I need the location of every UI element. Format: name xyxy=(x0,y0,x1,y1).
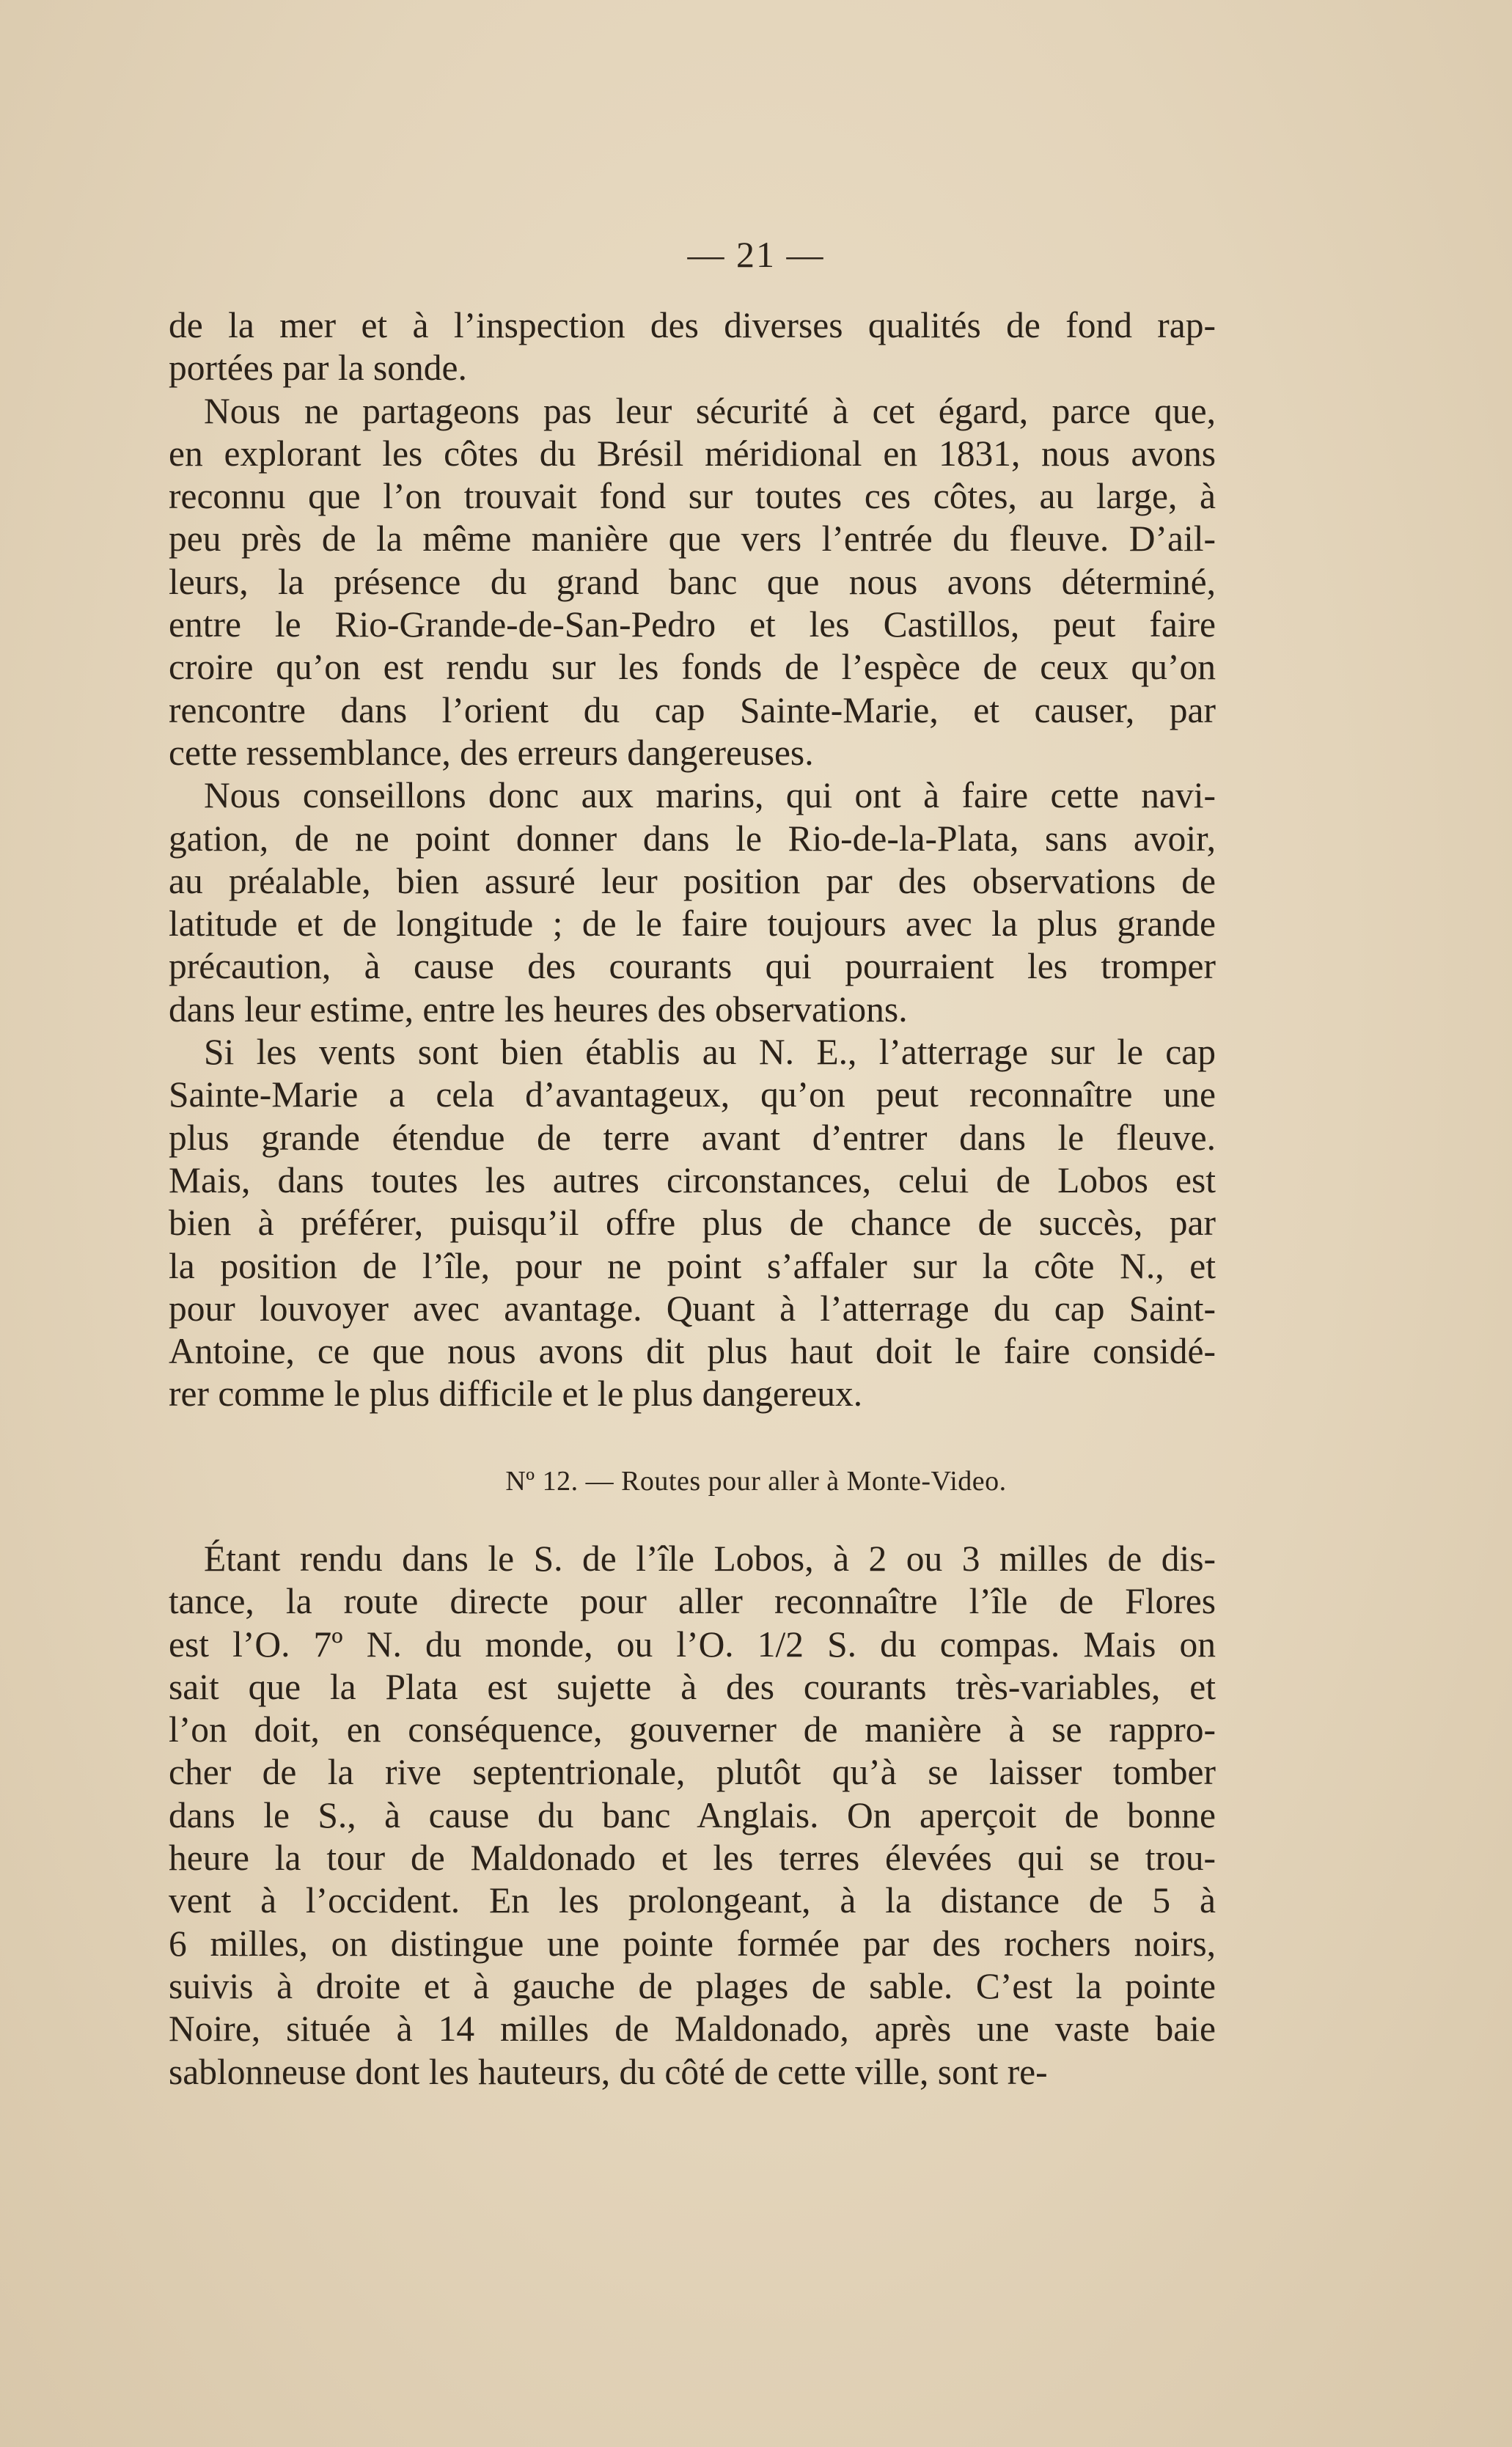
text-block-top xyxy=(169,304,1216,1416)
text-line: bien à préférer, puisqu’il offre plus de chance de succès, par xyxy=(169,1203,1216,1244)
text-line: tance, la route directe pour aller reconnaître l’île de Flores xyxy=(169,1581,1216,1622)
text-line: gation, de ne point donner dans le Rio-de-la-Plata, sans avoir, xyxy=(169,818,1216,859)
text-line: Antoine, ce que nous avons dit plus haut doit le faire considé- xyxy=(169,1331,1216,1372)
text-line: peu près de la même manière que vers l’entrée du fleuve. D’ail- xyxy=(169,518,1216,560)
text-line: Nous ne partageons pas leur sécurité à cet égard, parce que, xyxy=(204,390,1216,431)
text-line: reconnu que l’on trouvait fond sur toutes ces côtes, au large, à xyxy=(169,476,1216,517)
text-line: Noire, située à 14 milles de Maldonado, après une vaste baie xyxy=(169,2008,1216,2050)
text-line: de la mer et à l’inspection des diverses qualités de fond rap- xyxy=(169,305,1216,345)
text-line: portées par la sonde. xyxy=(169,348,467,389)
text-line: latitude et de longitude ; de le faire toujours avec la plus grande xyxy=(169,903,1216,944)
text-line: Si les vents sont bien établis au N. E., l’atterrage sur le cap xyxy=(204,1032,1216,1073)
text-line: cette ressemblance, des erreurs dangereuses. xyxy=(169,732,814,773)
text-line: la position de l’île, pour ne point s’affaler sur la côte N., et xyxy=(169,1245,1216,1286)
text-line: est l’O. 7º N. du monde, ou l’O. 1/2 S. du compas. Mais on xyxy=(169,1624,1216,1665)
text-line: au préalable, bien assuré leur position par des observations de xyxy=(169,860,1216,901)
text-line: 6 milles, on distingue une pointe formée par des rochers noirs, xyxy=(169,1923,1216,1964)
text-line: dans le S., à cause du banc Anglais. On aperçoit de bonne xyxy=(169,1794,1216,1835)
text-line: leurs, la présence du grand banc que nous avons déterminé, xyxy=(169,561,1216,602)
text-line: cher de la rive septentrionale, plutôt qu’à se laisser tomber xyxy=(169,1752,1216,1793)
text-line: croire qu’on est rendu sur les fonds de l’espèce de ceux qu’on xyxy=(169,647,1216,688)
text-line: suivis à droite et à gauche de plages de sable. C’est la pointe xyxy=(169,1965,1216,2006)
text-line: Nous conseillons donc aux marins, qui ont à faire cette navi- xyxy=(204,775,1216,816)
section-heading: Nº 12. — Routes pour aller à Monte-Video. xyxy=(505,1466,1007,1497)
text-line: plus grande étendue de terre avant d’entrer dans le fleuve. xyxy=(169,1117,1216,1158)
text-line: sablonneuse dont les hauteurs, du côté de cette ville, sont re- xyxy=(169,2051,1048,2092)
text-line: entre le Rio-Grande-de-San-Pedro et les Castillos, peut faire xyxy=(169,604,1216,645)
paragraph xyxy=(169,1031,1216,1416)
paragraph xyxy=(169,390,1216,775)
page-number: — 21 — xyxy=(687,234,825,275)
text-line: pour louvoyer avec avantage. Quant à l’atterrage du cap Saint- xyxy=(169,1288,1216,1329)
text-line: heure la tour de Maldonado et les terres élevées qui se trou- xyxy=(169,1838,1216,1879)
paragraph xyxy=(169,774,1216,1031)
text-line: Sainte-Marie a cela d’avantageux, qu’on peut reconnaître une xyxy=(169,1074,1216,1115)
text-line: rencontre dans l’orient du cap Sainte-Marie, et causer, par xyxy=(169,689,1216,730)
paragraph xyxy=(169,1538,1216,2094)
text-line: rer comme le plus difficile et le plus dangereux. xyxy=(169,1373,863,1415)
text-line: Étant rendu dans le S. de l’île Lobos, à 2 ou 3 milles de dis- xyxy=(204,1538,1216,1579)
text-line: en explorant les côtes du Brésil méridional en 1831, nous avons xyxy=(169,433,1216,474)
text-line: vent à l’occident. En les prolongeant, à la distance de 5 à xyxy=(169,1880,1216,1921)
text-line: précaution, à cause des courants qui pourraient les tromper xyxy=(169,946,1216,987)
text-block-bottom xyxy=(169,1538,1216,2094)
text-line: dans leur estime, entre les heures des observations. xyxy=(169,988,908,1030)
paragraph xyxy=(169,304,1216,390)
text-line: Mais, dans toutes les autres circonstances, celui de Lobos est xyxy=(169,1159,1216,1200)
text-line: sait que la Plata est sujette à des courants très-variables, et xyxy=(169,1666,1216,1707)
text-line: l’on doit, en conséquence, gouverner de manière à se rappro- xyxy=(169,1709,1216,1750)
